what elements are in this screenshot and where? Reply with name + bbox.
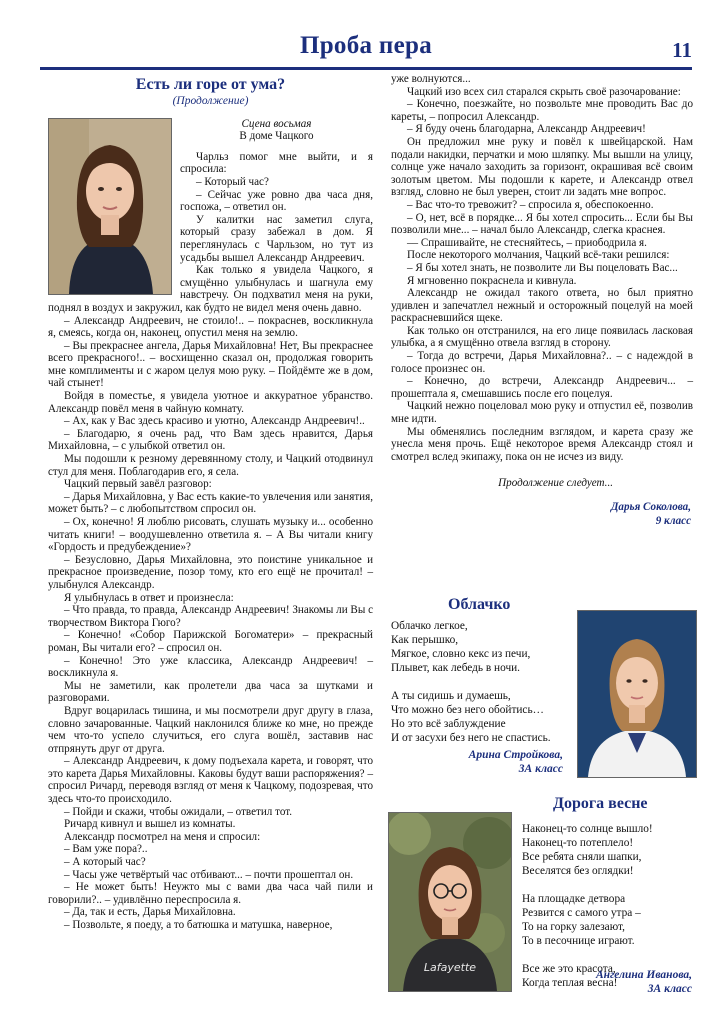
poem1-author-name: Арина Стройкова, [468,749,563,761]
poem-line: Но это всё заблуждение [391,718,506,730]
portrait-angelina-illustration [389,813,511,991]
paragraph: – Дарья Михайловна, у Вас есть какие-то увлечения или занятия, может быть? – с любопытством спросил он. [48,490,373,516]
author-photo-daria [48,118,172,295]
paragraph: Ричард кивнул и вышел из комнаты. [64,818,236,831]
paragraph: – Я бы хотел знать, не позволите ли Вы поцеловать Вас... [407,261,678,274]
scene-place: В доме Чацкого [239,130,314,143]
paragraph: –– Спрашивайте, не стесняйтесь, – приободрила я. [407,236,647,249]
article-subtitle: (Продолжение) [172,95,249,107]
poem1-title: Облачко [448,596,511,613]
paragraph: Чацкий изо всех сил старался скрыть своё разочарование: [407,85,681,98]
paragraph: – Александр Андреевич, к дому подъехала карета, и говорят, что это карета Дарья Михайловны. Каковы будут ваши распоряжения? – спросил Ричард, переводя взгляд от меня к Чацкому, подозревая, что здесь что-то происходило. [48,755,373,806]
poem2-author-name: Ангелина Иванова, [596,969,692,981]
article-title: Есть ли горе от ума? [135,76,286,93]
poem-line [522,878,694,892]
scene-title: Сцена восьмая [241,117,312,130]
article-author-class: 9 класс [655,515,691,527]
poem2-title: Дорога весне [553,795,648,812]
poem-line: Когда теплая весна! [522,977,618,989]
paragraph: Чацкий нежно поцеловал мою руку и отпустил её, позволив мне идти. [391,400,693,426]
page-number: 11 [672,38,692,62]
paragraph: – Не может быть! Неужто мы с вами два часа чай пили и говорили?.. – удивлённо переспросила я. [48,881,373,906]
poem-line [522,948,694,962]
paragraph: – Благодарю, я очень рад, что Вам здесь нравится, Дарья Михайловна, – с улыбкой ответил он. [48,427,373,453]
poem2-author [520,968,692,996]
paragraph: Александр не ожидал такого ответа, но был приятно удивлен и запечатлел нежный и осторожный поцелуй на моей раскрасневшийся щеке. [391,287,693,325]
paragraph: – Конечно! «Собор Парижской Богоматери» – прекрасный роман, Вы читали его? – спросил он. [48,629,373,654]
poem2-text [522,822,694,990]
paragraph: Александр посмотрел на меня и спросил: [64,830,261,843]
paragraph: После некоторого молчания, Чацкий всё-таки решился: [407,249,670,262]
paragraph: – Часы уже четвёртый час отбивают... – почти прошептал он. [64,868,354,881]
paragraph: – Вам уже пора?.. [64,843,148,856]
paragraph: Мы обменялись последним взглядом, и карета сразу же унесла меня прочь. Ещё некоторое время Александр стоял и смотрел вслед экипажу, пока он не исчез из виду. [391,425,693,463]
paragraph: – Позвольте, я поеду, а то батюшка и матушка, наверное, [64,919,333,931]
article-author [391,500,691,528]
poem1-text [391,619,581,745]
paragraph: Как только я увидела Чацкого, я смущённо улыбнулась и шагнула ему навстречу. Он подхватил меня на руки, поднял в воздух и закружил, как будто не видел меня очень давно. [48,264,373,314]
paragraph: – Безусловно, Дарья Михайловна, это поистине уникальное и прекрасное произведение, позор тому, кто его ещё не прочитал! – улыбнулся Александр. [48,553,373,591]
article-right-column [391,73,693,528]
author-photo-angelina [388,812,512,992]
poem-line: На площадке детвора [522,893,626,905]
paragraph: – Да, так и есть, Дарья Михайловна. [64,906,236,919]
poem-line: Плывет, как лебедь в ночи. [391,662,520,674]
paragraph: – Сейчас уже ровно два часа дня, госпожа, – ответил он. [180,188,373,214]
poem-line: Наконец-то солнце вышло! [522,823,653,835]
paragraph: Чацкий первый завёл разговор: [64,478,212,491]
poem-line: То в песочнице играют. [522,935,635,947]
paragraph: – Я буду очень благодарна, Александр Андреевич! [407,123,646,136]
poem-line [391,675,581,689]
poem-line: Все ребята сняли шапки, [522,851,642,863]
paragraph: Войдя в поместье, я увидела уютное и аккуратное убранство. Александр повёл меня в чайную комнату. [48,390,373,415]
author-photo-arina [577,610,697,778]
section-title: Проба пера [299,32,432,59]
paragraph: – Конечно, до встречи, Александр Андреевич... – прошептала я, смешавшись после его поцелуя. [391,375,693,400]
paragraph: Как только он отстранился, на его лице появилась ласковая улыбка, а я смущённо отвела взгляд в сторону. [391,324,693,350]
poem-line: То на горку залезают, [522,921,625,933]
poem2-author-class: 3А класс [647,983,692,995]
poem-line: Веселятся без оглядки! [522,865,634,877]
poem-line: Мягкое, словно кекс из печи, [391,648,531,660]
paragraph: – Который час? [196,175,269,188]
article-author-name: Дарья Соколова, [610,501,691,513]
paragraph: Он предложил мне руку и повёл к швейцарской. Нам подали накидки, перчатки и мою шляпку. Мы вышли на улицу, солнце уже начало заходить за горизонт, окрашивая всё своим золотым цветом. Мы подошли к карете, и Александр отвел взгляд, словно не был уверен, стоит ли задать мне вопрос. [391,135,693,199]
paragraph: Вдруг воцарилась тишина, и мы посмотрели друг другу в глаза, словно зачарованные. Чацкий наклонился ближе ко мне, но прежде чем что-то успело случиться, его слуга вошёл, заставив нас отпрянуть друг от друга. [48,704,373,755]
paragraph: – Что правда, то правда, Александр Андреевич! Знакомы ли Вы с творчеством Виктора Гюго? [48,604,373,629]
paragraph: У калитки нас заметил слуга, который сразу забежал в дом. Я переглянулась с Чарльзом, но тут из усадьбы вышел Александр Андреевич. [180,213,373,264]
paragraph: Я улыбнулась в ответ и произнесла: [64,591,234,604]
shirt-print: Lafayette [423,961,477,974]
article-text-right [391,73,693,463]
page-header [40,30,692,68]
paragraph: – Тогда до встречи, Дарья Михайловна?.. – с надеждой в голосе произнес он. [391,350,693,375]
article-left-column [48,73,373,932]
poem-line: И от засухи без него не спастись. [391,732,551,744]
paragraph: – Ах, как у Вас здесь красиво и уютно, Александр Андреевич!.. [64,415,365,428]
portrait-arina-illustration [578,611,696,777]
paragraph: – Александр Андреевич, не стоило!.. – покраснев, воскликнула я, смеясь, когда он, наконец, опустил меня на землю. [48,314,373,340]
paragraph: Мы не заметили, как пролетели два часа за шутками и разговорами. [48,679,373,705]
poem-line: А ты сидишь и думаешь, [391,690,511,702]
paragraph: Мы подошли к резному деревянному столу, и Чацкий отодвинул стул для меня. Поблагодарив его, я села. [48,453,373,478]
paragraph: – Вас что-то тревожит? – спросила я, обеспокоенно. [407,198,654,211]
poem1-author [391,748,563,776]
poem-line: Наконец-то потеплело! [522,837,634,849]
paragraph: – О, нет, всё в порядке... Я бы хотел спросить... Если бы Вы позволили мне... – начал было Александр, слегка краснея. [391,211,693,237]
paragraph: Чарльз помог мне выйти, и я спросила: [180,150,373,176]
poem-line: Резвится с самого утра – [522,907,641,919]
poem-line: Все же это красота, [522,963,616,975]
paragraph: Я мгновенно покраснела и кивнула. [407,274,577,287]
paragraph: – Вы прекраснее ангела, Дарья Михайловна! Нет, Вы прекраснее всего прекрасного!.. – восхищенно сказал он, продолжая говорить мне комплименты и с жаром целуя мою руку. – Пойдёмте же в дом, чай стынет! [48,339,373,390]
paragraph: – Конечно, поезжайте, но позвольте мне проводить Вас до кареты, – попросил Александр. [391,98,693,123]
paragraph: – Конечно! Это уже классика, Александр Андреевич! – воскликнула я. [48,654,373,680]
header-rule [40,67,692,70]
poem-line: Что можно без него обойтись… [391,704,544,716]
portrait-daria-illustration [49,119,171,294]
poem1-author-class: 3А класс [518,763,563,775]
paragraph: уже волнуются... [391,73,471,85]
paragraph: – Пойди и скажи, чтобы ожидали, – ответил тот. [64,805,293,818]
poem-line: Облачко легкое, [391,620,468,632]
poem-line: Как перышко, [391,634,459,646]
paragraph: – Ох, конечно! Я люблю рисовать, слушать музыку и... особенно читать книги! – воодушевленно ответила я. – А Вы читали книгу «Гордость и предубеждение»? [48,516,373,554]
continuation-note: Продолжение следует... [498,477,613,490]
paragraph: – А который час? [64,856,146,869]
